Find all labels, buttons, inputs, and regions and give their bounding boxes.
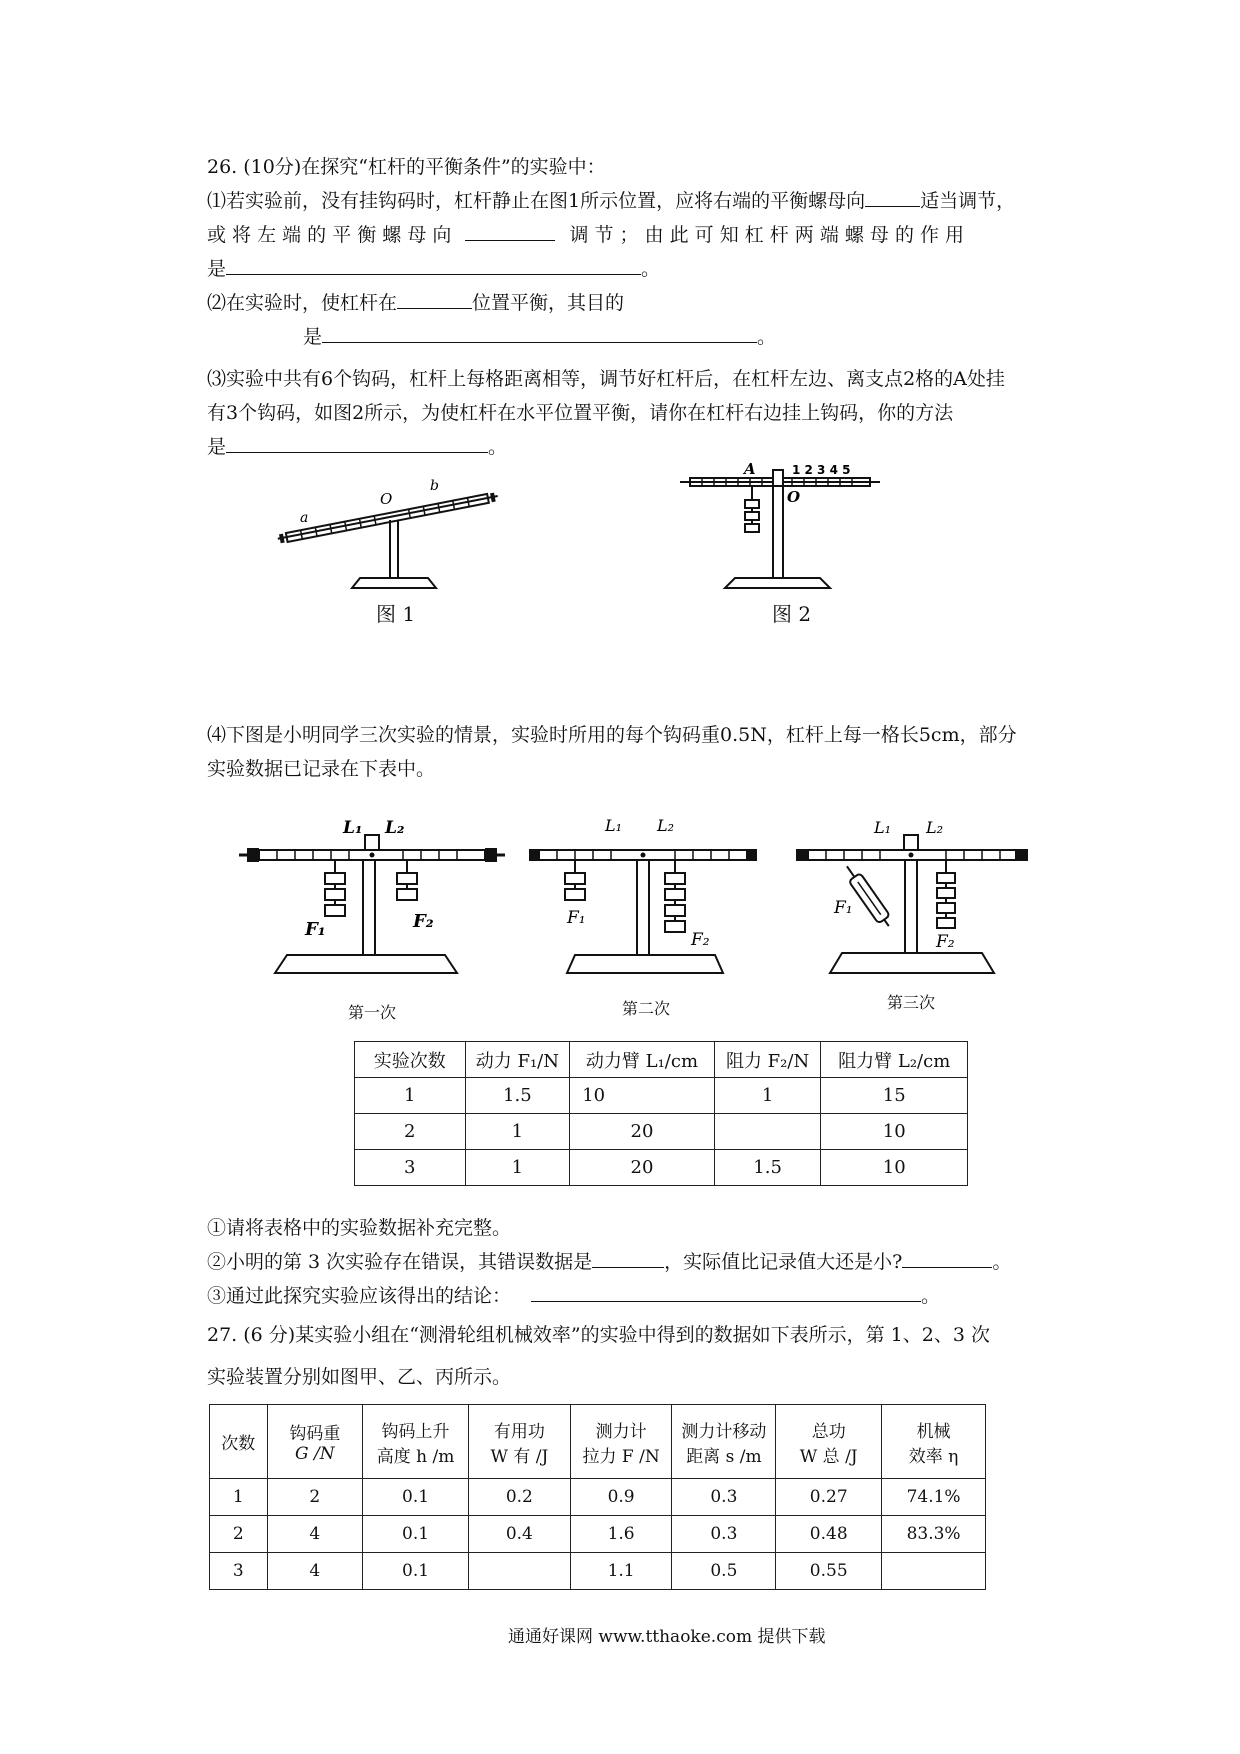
q26-part1-line2 xyxy=(207,220,964,247)
q26-part4-line1: ⑷下图是小明同学三次实验的情景，实验时所用的每个钩码重0.5N，杠杆上每一格长5cm，部分 xyxy=(207,724,1017,746)
table-cell: 1.1 xyxy=(570,1553,672,1590)
answer-blank-right-direction[interactable] xyxy=(865,186,920,207)
q26-part3-line1: ⑶实验中共有6个钩码，杠杆上每格距离相等，调节好杠杆后，在杠杆左边、离支点2格的A处挂 xyxy=(207,368,1005,390)
q26-sub2-text: ，实际值比记录值大还是小? xyxy=(664,1251,903,1273)
q26-sub3 xyxy=(207,1281,940,1308)
trial-1-caption: 第一次 xyxy=(348,1003,397,1022)
q26-part1-text: 是 xyxy=(207,258,227,280)
answer-blank-left-direction[interactable] xyxy=(465,220,555,241)
q26-title: 26. (10分)在探究“杠杆的平衡条件”的实验中： xyxy=(207,156,606,178)
table-cell: 0.9 xyxy=(570,1479,672,1516)
table-header-cell: 有用功 W 有 /J xyxy=(468,1405,570,1479)
trial-3-f2: F₂ xyxy=(936,932,955,952)
trial-3-lever xyxy=(792,805,1042,985)
answer-blank-balance-position[interactable] xyxy=(397,288,472,309)
fig2-label-o: O xyxy=(787,488,801,506)
table-cell: 4 xyxy=(267,1553,363,1590)
table-row xyxy=(210,1516,986,1553)
table-cell: 3 xyxy=(210,1553,268,1590)
table-cell-blank[interactable] xyxy=(468,1553,570,1590)
table-header-cell: 实验次数 xyxy=(355,1042,466,1078)
table-cell-blank[interactable] xyxy=(882,1553,986,1590)
q26-part1-line3 xyxy=(207,254,660,281)
table-cell: 1 xyxy=(465,1150,570,1186)
q26-part1-text: 。 xyxy=(641,258,661,280)
q26-sub2-text: ②小明的第 3 次实验存在错误，其错误数据是 xyxy=(207,1251,593,1273)
table-cell: 74.1% xyxy=(882,1479,986,1516)
table-cell: 2 xyxy=(267,1479,363,1516)
trial-1-f1: F₁ xyxy=(305,919,326,940)
spring-scale xyxy=(841,862,894,930)
table-cell: 0.2 xyxy=(468,1479,570,1516)
q26-data-table xyxy=(354,1041,968,1186)
table-cell: 0.27 xyxy=(776,1479,882,1516)
table-header-cell: 次数 xyxy=(210,1405,268,1479)
table-cell: 83.3% xyxy=(882,1516,986,1553)
table-cell: 0.5 xyxy=(672,1553,776,1590)
q26-part4-line2: 实验数据已记录在下表中。 xyxy=(207,758,436,780)
table-cell: 10 xyxy=(821,1150,968,1186)
q26-part1-text: 适当调节， xyxy=(920,190,1016,212)
table-cell: 0.3 xyxy=(672,1479,776,1516)
table-header-cell: 阻力臂 L₂/cm xyxy=(821,1042,968,1078)
trial-1-f2: F₂ xyxy=(413,911,434,932)
trial-3-caption: 第三次 xyxy=(887,993,936,1012)
table-header-cell: 动力 F₁/N xyxy=(465,1042,570,1078)
table-header-cell: 动力臂 L₁/cm xyxy=(570,1042,715,1078)
q26-sub3-text: ③通过此探究实验应该得出的结论： xyxy=(207,1285,512,1307)
table-cell: 0.1 xyxy=(363,1553,469,1590)
footer-text: 通通好课网 www.tthaoke.com 提供下载 xyxy=(508,1627,826,1647)
trial-3-l2: L₂ xyxy=(926,818,944,837)
q26-part1-text: 或 将 左 端 的 平 衡 螺 母 向 xyxy=(207,224,452,246)
table-cell: 1 xyxy=(714,1078,821,1114)
q26-part1-text: 调 节 ； 由 此 可 知 杠 杆 两 端 螺 母 的 作 用 xyxy=(569,224,965,246)
table-header-cell: 机械 效率 η xyxy=(882,1405,986,1479)
trial-3-f1: F₁ xyxy=(834,898,853,918)
table-cell: 10 xyxy=(821,1114,968,1150)
hanging-weights xyxy=(745,486,759,532)
table-row xyxy=(210,1553,986,1590)
answer-blank-bigger-smaller[interactable] xyxy=(902,1247,992,1268)
trial-2-lever xyxy=(525,805,765,985)
q26-sub2-text: 。 xyxy=(992,1251,1012,1273)
table-header-cell: 钩码重 G /N xyxy=(267,1405,363,1479)
fig1-label-a: a xyxy=(300,510,309,526)
trial-1-lever xyxy=(245,805,500,985)
figure-1-tilted-lever xyxy=(290,460,530,600)
table-cell-blank[interactable] xyxy=(714,1114,821,1150)
q26-part2-text: 是 xyxy=(303,326,323,348)
figure-1-caption: 图 1 xyxy=(376,602,416,626)
trial-3-l1: L₁ xyxy=(874,818,892,837)
fig1-label-b: b xyxy=(430,478,439,494)
q26-part1-text: ⑴若实验前，没有挂钩码时，杠杆静止在图1所示位置，应将右端的平衡螺母向 xyxy=(207,190,866,212)
table-cell: 1 xyxy=(465,1114,570,1150)
table-header-cell: 总功 W 总 /J xyxy=(776,1405,882,1479)
table-cell: 20 xyxy=(570,1114,715,1150)
fig2-scale-numbers: 1 2 3 4 5 xyxy=(792,463,851,477)
answer-blank-purpose[interactable] xyxy=(322,322,757,343)
q26-part3-line3 xyxy=(207,432,507,459)
q26-part3-text: 。 xyxy=(488,436,508,458)
table-cell: 1.5 xyxy=(714,1150,821,1186)
table-cell: 3 xyxy=(355,1150,466,1186)
trial-2-l2: L₂ xyxy=(657,816,675,835)
table-cell: 2 xyxy=(210,1516,268,1553)
table-header-row xyxy=(210,1405,986,1479)
q27-line1: 27. (6 分)某实验小组在“测滑轮组机械效率”的实验中得到的数据如下表所示，第 1、2、3 次 xyxy=(207,1324,990,1346)
table-cell: 0.1 xyxy=(363,1516,469,1553)
trial-2-l1: L₁ xyxy=(605,816,623,835)
trial-1-l2: L₂ xyxy=(385,818,405,838)
table-cell: 2 xyxy=(355,1114,466,1150)
table-row xyxy=(210,1479,986,1516)
trial-2-f2: F₂ xyxy=(691,930,710,950)
table-header-cell: 测力计移动 距离 s /m xyxy=(672,1405,776,1479)
q26-sub3-text: 。 xyxy=(921,1285,941,1307)
table-header-cell: 测力计 拉力 F /N xyxy=(570,1405,672,1479)
q26-part1-line1 xyxy=(207,186,1015,213)
trial-2-f1: F₁ xyxy=(567,908,586,928)
q26-part2-text: 。 xyxy=(757,326,777,348)
table-cell: 20 xyxy=(570,1150,715,1186)
table-header-cell: 钩码上升 高度 h /m xyxy=(363,1405,469,1479)
table-header-cell: 阻力 F₂/N xyxy=(714,1042,821,1078)
q27-line2: 实验装置分别如图甲、乙、丙所示。 xyxy=(207,1366,512,1388)
table-row xyxy=(355,1114,968,1150)
q26-part2-text: 位置平衡，其目的 xyxy=(472,292,625,314)
table-cell: 1.5 xyxy=(465,1078,570,1114)
q26-part2-line1 xyxy=(207,288,624,315)
table-row xyxy=(355,1078,968,1114)
answer-blank-wrong-data[interactable] xyxy=(592,1247,664,1268)
table-cell: 0.3 xyxy=(672,1516,776,1553)
table-cell: 15 xyxy=(821,1078,968,1114)
answer-blank-conclusion[interactable] xyxy=(531,1281,921,1302)
table-cell: 4 xyxy=(267,1516,363,1553)
table-cell: 1 xyxy=(355,1078,466,1114)
q26-part2-line2 xyxy=(303,322,776,349)
figure-2-caption: 图 2 xyxy=(772,602,812,626)
table-cell: 1 xyxy=(210,1479,268,1516)
fig2-label-a: A xyxy=(744,460,756,478)
table-cell: 0.1 xyxy=(363,1479,469,1516)
q26-part2-text: ⑵在实验时，使杠杆在 xyxy=(207,292,398,314)
table-cell: 0.48 xyxy=(776,1516,882,1553)
table-header-row xyxy=(355,1042,968,1078)
table-cell: 0.55 xyxy=(776,1553,882,1590)
table-cell: 1.6 xyxy=(570,1516,672,1553)
trial-2-caption: 第二次 xyxy=(622,999,671,1018)
q26-sub1: ①请将表格中的实验数据补充完整。 xyxy=(207,1217,512,1239)
q26-part3-text: 是 xyxy=(207,436,227,458)
table-row xyxy=(355,1150,968,1186)
table-cell: 0.4 xyxy=(468,1516,570,1553)
fig1-label-o: O xyxy=(380,490,393,508)
q27-data-table xyxy=(209,1404,986,1590)
q26-sub2 xyxy=(207,1247,1011,1274)
answer-blank-method[interactable] xyxy=(226,432,488,453)
figure-2-level-lever xyxy=(680,460,890,600)
trial-1-l1: L₁ xyxy=(343,818,363,838)
table-cell: 10 xyxy=(570,1078,715,1114)
answer-blank-nut-purpose[interactable] xyxy=(226,254,641,275)
q26-part3-line2: 有3个钩码，如图2所示，为使杠杆在水平位置平衡，请你在杠杆右边挂上钩码，你的方法 xyxy=(207,402,954,424)
